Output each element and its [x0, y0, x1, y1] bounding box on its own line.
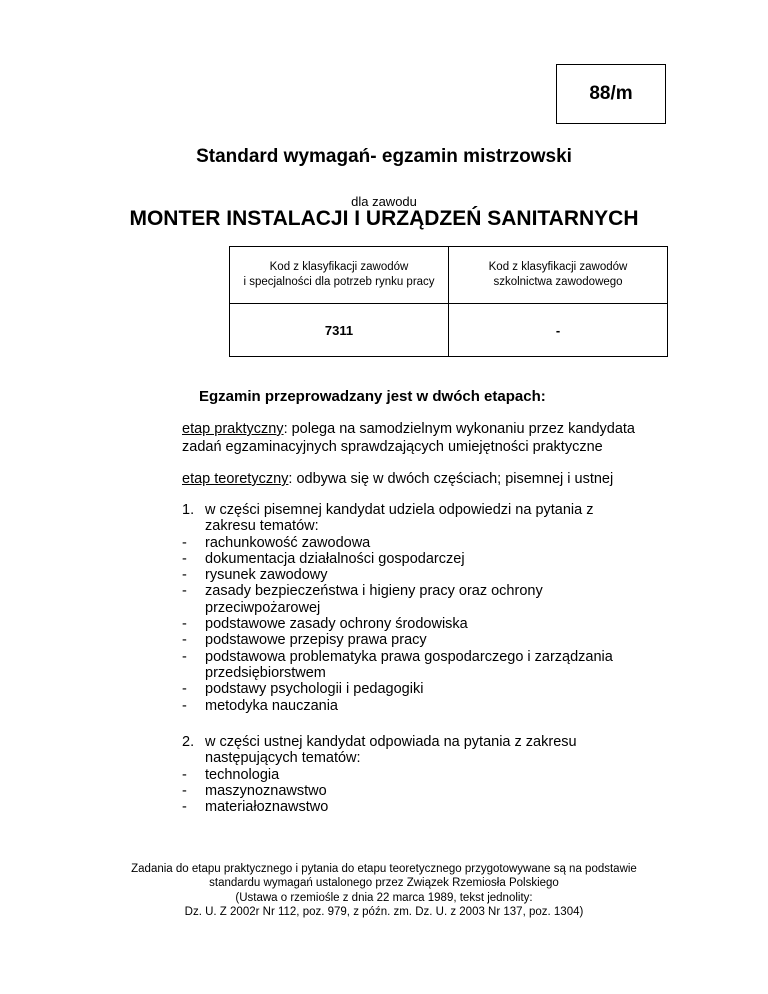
written-part-intro-line1: w części pisemnej kandydat udziela odpowiedzi na pytania z: [205, 502, 594, 518]
list-item: [182, 551, 682, 567]
practical-stage-text-line2: zadań egzaminacyjnych sprawdzających umiejętności praktyczne: [182, 439, 603, 455]
list-item-cont: [182, 665, 682, 681]
written-topic: metodyka nauczania: [205, 697, 338, 714]
document-code: 88/m: [589, 83, 633, 104]
document-code-box: [556, 64, 666, 124]
oral-part-intro: [182, 734, 682, 750]
list-item: [182, 535, 682, 551]
school-code-value: -: [449, 304, 668, 357]
written-topic: podstawy psychologii i pedagogiki: [205, 681, 424, 698]
written-topic: podstawowe przepisy prawa pracy: [205, 632, 427, 649]
profession-name: MONTER INSTALACJI I URZĄDZEŃ SANITARNYCH: [129, 207, 639, 230]
list-item: [182, 767, 682, 783]
written-part-intro: [182, 502, 682, 518]
footnote-line2: standardu wymagań ustalonego przez Związek Rzemiosła Polskiego: [209, 877, 559, 890]
written-part-list: [182, 502, 682, 714]
list-item: [182, 583, 682, 599]
school-code-header-line2: szkolnictwa zawodowego: [493, 276, 623, 288]
practical-stage-paragraph: [182, 420, 635, 456]
list-dash: -: [182, 616, 187, 633]
theoretical-stage-label: etap teoretyczny: [182, 471, 289, 487]
footnote-line3: (Ustawa o rzemiośle z dnia 22 marca 1989, tekst jednolity:: [235, 891, 533, 904]
list-item: [182, 681, 682, 697]
school-code-header: [449, 247, 668, 304]
list-dash: -: [182, 583, 187, 600]
list-item: [182, 616, 682, 632]
list-dash: -: [182, 697, 187, 714]
written-topic: podstawowa problematyka prawa gospodarczego i zarządzania: [205, 648, 613, 665]
school-code-header-line1: Kod z klasyfikacji zawodów: [488, 261, 628, 273]
oral-part-number: 2.: [182, 734, 195, 750]
written-topic-cont: przedsiębiorstwem: [205, 664, 326, 681]
list-item: [182, 783, 682, 799]
oral-topic: technologia: [205, 766, 280, 783]
written-topic: rachunkowość zawodowa: [205, 534, 371, 551]
list-item-cont: [182, 600, 682, 616]
list-dash: -: [182, 648, 187, 665]
written-topic: podstawowe zasady ochrony środowiska: [205, 616, 468, 633]
practical-stage-text-line1: : polega na samodzielnym wykonaniu przez kandydata: [283, 421, 635, 437]
page-title: Standard wymagań- egzamin mistrzowski: [196, 146, 572, 167]
stages-heading: Egzamin przeprowadzany jest w dwóch etapach:: [199, 388, 546, 405]
list-dash: -: [182, 681, 187, 698]
written-topic: zasady bezpieczeństwa i higieny pracy oraz ochrony: [205, 583, 543, 600]
list-dash: -: [182, 799, 187, 816]
oral-topic: materiałoznawstwo: [205, 799, 329, 816]
list-dash: -: [182, 534, 187, 551]
labor-market-code-header: [230, 247, 449, 304]
practical-stage-line1: [182, 420, 635, 438]
footnote-line1: Zadania do etapu praktycznego i pytania do etapu teoretycznego przygotowywane są na podstawie: [131, 863, 637, 875]
profession-caption: dla zawodu: [351, 194, 417, 209]
written-topic: dokumentacja działalności gospodarczej: [205, 550, 465, 567]
oral-part-intro-line1: w części ustnej kandydat odpowiada na pytania z zakresu: [205, 734, 577, 750]
oral-part-list: [182, 734, 682, 815]
legal-footnote: [0, 862, 768, 919]
oral-part-intro-cont: [182, 750, 682, 766]
list-item: [182, 799, 682, 815]
list-item: [182, 698, 682, 714]
theoretical-stage-paragraph: [182, 470, 613, 488]
labor-market-code-header-line2: i specjalności dla potrzeb rynku pracy: [243, 276, 435, 288]
written-part-intro-line2: zakresu tematów:: [205, 518, 319, 535]
footnote-line4: Dz. U. Z 2002r Nr 112, poz. 979, z późn. zm. Dz. U. z 2003 Nr 137, poz. 1304): [184, 905, 584, 918]
list-dash: -: [182, 766, 187, 783]
oral-part-intro-line2: następujących tematów:: [205, 750, 361, 767]
list-item: [182, 632, 682, 648]
written-topic-cont: przeciwpożarowej: [205, 599, 321, 616]
list-dash: -: [182, 632, 187, 649]
written-topic: rysunek zawodowy: [205, 567, 328, 584]
written-part-intro-cont: [182, 518, 682, 534]
list-item: [182, 649, 682, 665]
list-item: [182, 567, 682, 583]
list-dash: -: [182, 782, 187, 799]
classification-codes-table: [229, 246, 668, 357]
list-dash: -: [182, 550, 187, 567]
labor-market-code-value: 7311: [230, 304, 449, 357]
oral-topic: maszynoznawstwo: [205, 782, 327, 799]
theoretical-stage-text: : odbywa się w dwóch częściach; pisemnej i ustnej: [288, 471, 614, 487]
labor-market-code-header-line1: Kod z klasyfikacji zawodów: [269, 261, 409, 273]
practical-stage-label: etap praktyczny: [182, 421, 284, 437]
list-dash: -: [182, 567, 187, 584]
written-part-number: 1.: [182, 502, 195, 518]
